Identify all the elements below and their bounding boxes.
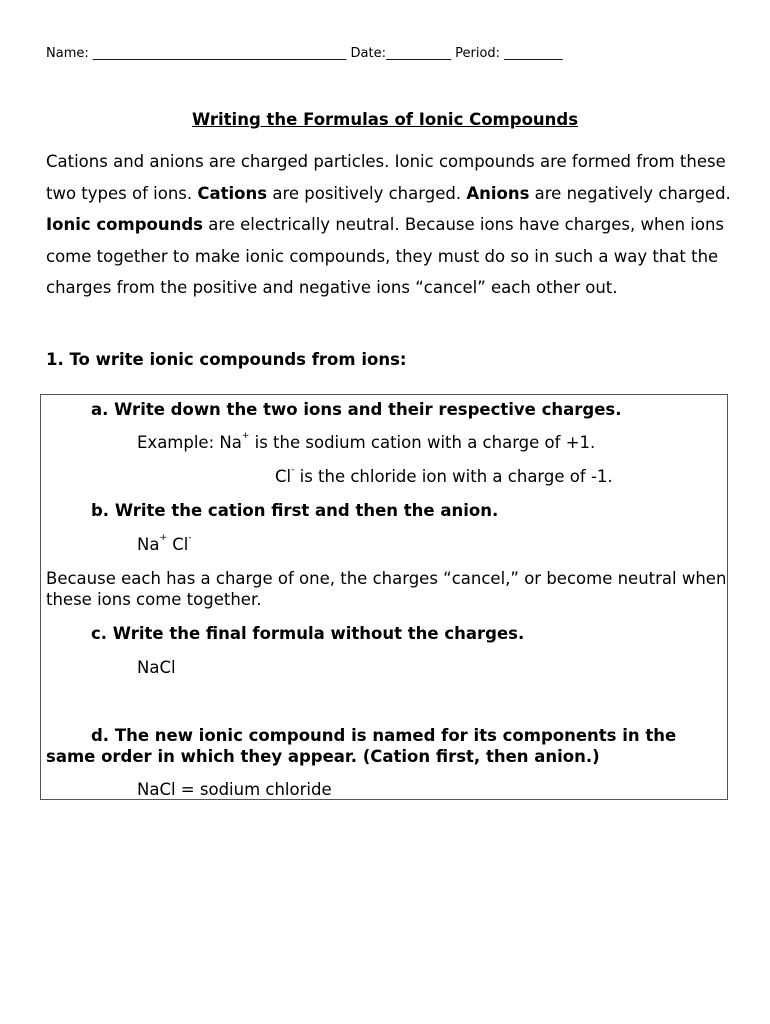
section-heading: 1. To write ionic compounds from ions: bbox=[46, 350, 407, 369]
cations-term: Cations bbox=[197, 183, 268, 203]
student-info-header bbox=[46, 46, 563, 61]
example-chloride-line bbox=[275, 467, 613, 486]
naming-example: NaCl = sodium chloride bbox=[137, 780, 332, 799]
ions-chloride: Cl bbox=[167, 535, 189, 554]
anions-term: Anions bbox=[466, 183, 530, 203]
ions-sodium-charge: + bbox=[159, 533, 168, 543]
step-c: c. Write the final formula without the charges. bbox=[91, 624, 525, 643]
instructions-box bbox=[40, 394, 728, 800]
period-label: Period: bbox=[455, 46, 501, 61]
period-blank: _________ bbox=[504, 46, 563, 61]
step-d: d. The new ionic compound is named for its components in the same order in which they appear. (Cation first, then anion.) bbox=[46, 726, 677, 766]
intro-sentence-2: are positively charged. bbox=[267, 183, 467, 203]
name-blank: _______________________________________ bbox=[92, 46, 347, 61]
step-a: a. Write down the two ions and their respective charges. bbox=[91, 400, 622, 419]
sodium-description: is the sodium cation with a charge of +1. bbox=[249, 433, 596, 452]
chloride-description: is the chloride ion with a charge of -1. bbox=[294, 467, 613, 486]
example-label: Example: Na bbox=[137, 433, 242, 452]
chloride-charge: - bbox=[291, 465, 295, 475]
intro-sentence-4: are electrically neutral. Because ions have charges, when ions come together to make ionic compounds, they must do so in such a way that the charges from the positive and negative ions “cancel” each other out. bbox=[46, 215, 725, 297]
name-label: Name: bbox=[46, 46, 89, 61]
date-label: Date: bbox=[350, 46, 386, 61]
step-b: b. Write the cation first and then the anion. bbox=[91, 501, 499, 520]
intro-sentence-1: Cations and anions are charged particles. Ionic compounds are formed from these two types of ions. bbox=[46, 152, 726, 203]
final-formula: NaCl bbox=[137, 658, 176, 677]
example-sodium-line bbox=[137, 433, 595, 452]
because-paragraph: Because each has a charge of one, the charges “cancel,” or become neutral when these ions come together. bbox=[46, 569, 727, 609]
sodium-charge: + bbox=[241, 431, 250, 441]
date-blank: __________ bbox=[385, 46, 451, 61]
chloride-symbol: Cl bbox=[275, 467, 292, 486]
ions-sodium: Na bbox=[137, 535, 160, 554]
ions-chloride-charge: - bbox=[188, 533, 192, 543]
ions-line bbox=[137, 535, 192, 554]
intro-sentence-3: are negatively charged. bbox=[529, 183, 731, 203]
page-title: Writing the Formulas of Ionic Compounds bbox=[191, 110, 579, 129]
intro-paragraph bbox=[46, 146, 736, 304]
ionic-compounds-term: Ionic compounds bbox=[46, 215, 203, 234]
